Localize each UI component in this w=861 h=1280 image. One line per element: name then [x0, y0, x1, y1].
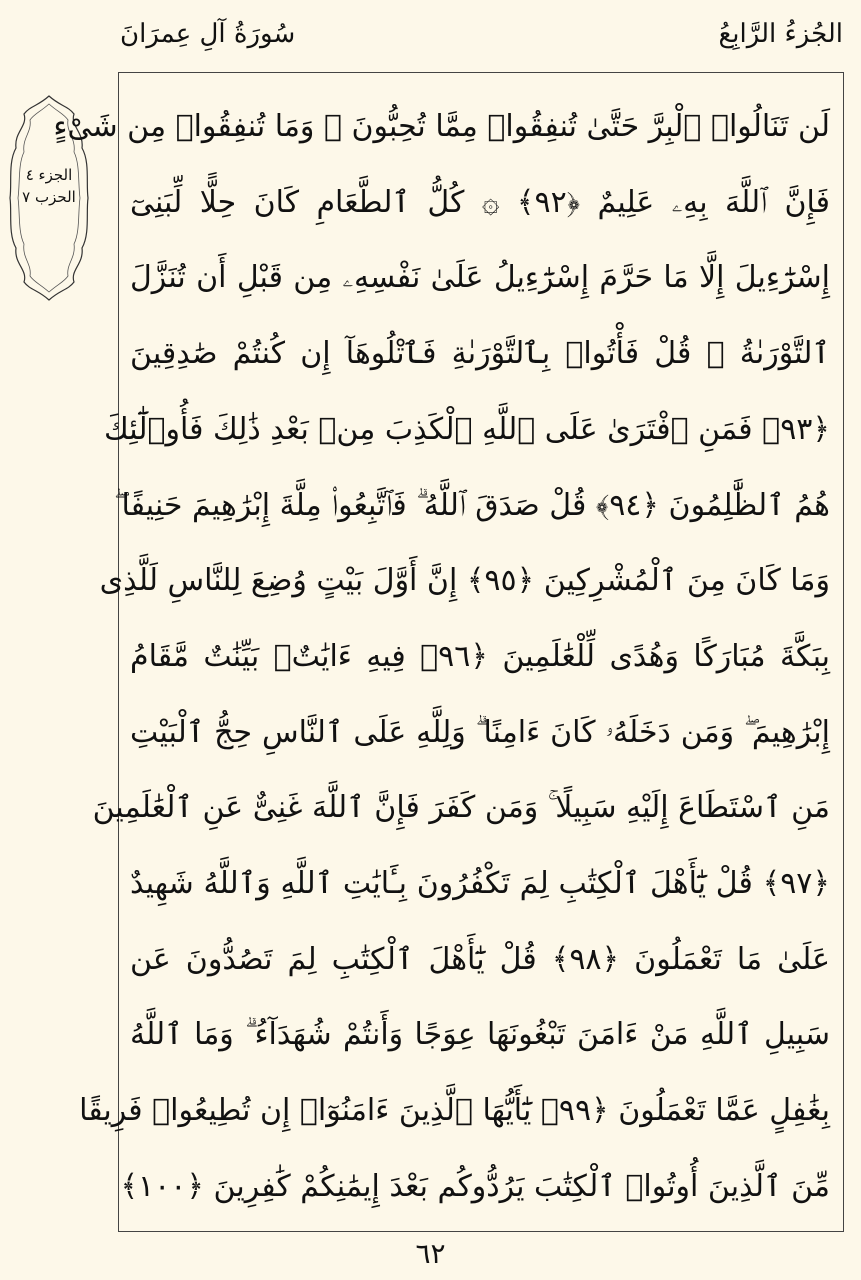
surah-header: سُورَةُ آلِ عِمرَانَ — [120, 19, 296, 49]
text-line-6: هُمُ ٱلظَّٰلِمُونَ ﴿٩٤﴾ قُلْ صَدَقَ ٱللَّهُ ۗ فَٱتَّبِعُوا۟ مِلَّةَ إِبْرَٰهِيمَ حَنِيفًا ۖ — [113, 487, 830, 523]
text-line-2: فَإِنَّ ٱللَّهَ بِهِۦ عَلِيمٌ ﴿٩٢﴾ ۞ كُلُّ ٱلطَّعَامِ كَانَ حِلًّا لِّبَنِىٓ — [130, 184, 830, 220]
text-line-3: إِسْرَٰٓءِيلَ إِلَّا مَا حَرَّمَ إِسْرَٰٓءِيلُ عَلَىٰ نَفْسِهِۦ مِن قَبْلِ أَن تُنَزَّلَ — [130, 260, 830, 296]
text-line-4: ٱلتَّوْرَىٰةُ ۗ قُلْ فَأْتُوا۟ بِٱلتَّوْرَىٰةِ فَٱتْلُوهَآ إِن كُنتُمْ صَٰدِقِينَ — [130, 336, 830, 372]
text-line-1: لَن تَنَالُوا۟ ٱلْبِرَّ حَتَّىٰ تُنفِقُوا۟ مِمَّا تُحِبُّونَ ۚ وَمَا تُنفِقُوا۟ مِن شَىْءٍ — [53, 109, 830, 144]
page-number: ٦٢ — [415, 1237, 446, 1270]
quran-text-body — [53, 92, 830, 1222]
text-line-7: وَمَا كَانَ مِنَ ٱلْمُشْرِكِينَ ﴿٩٥﴾ إِنَّ أَوَّلَ بَيْتٍ وُضِعَ لِلنَّاسِ لَلَّذِى — [99, 563, 830, 599]
text-line-15: مِّنَ ٱلَّذِينَ أُوتُوا۟ ٱلْكِتَٰبَ يَرُدُّوكُم بَعْدَ إِيمَٰنِكُمْ كَٰفِرِينَ ﴿١٠٠﴾ — [120, 1168, 830, 1204]
text-line-12: عَلَىٰ مَا تَعْمَلُونَ ﴿٩٨﴾ قُلْ يَٰٓأَهْلَ ٱلْكِتَٰبِ لِمَ تَصُدُّونَ عَن — [130, 941, 830, 977]
text-line-5: ﴿٩٣﴾ فَمَنِ ٱفْتَرَىٰ عَلَى ٱللَّهِ ٱلْكَذِبَ مِنۢ بَعْدِ ذَٰلِكَ فَأُو۟لَٰٓئِكَ — [104, 411, 830, 447]
juz-header: الجُزءُ الرَّابِعُ — [718, 19, 843, 49]
text-line-10: مَنِ ٱسْتَطَاعَ إِلَيْهِ سَبِيلًا ۚ وَمَن كَفَرَ فَإِنَّ ٱللَّهَ غَنِىٌّ عَنِ ٱلْعَٰلَمِينَ — [92, 790, 830, 826]
text-line-14: بِغَٰفِلٍ عَمَّا تَعْمَلُونَ ﴿٩٩﴾ يَٰٓأَيُّهَا ٱلَّذِينَ ءَامَنُوٓا۟ إِن تُطِيعُوا۟ فَرِيقًا — [79, 1093, 830, 1129]
text-line-9: إِبْرَٰهِيمَ ۖ وَمَن دَخَلَهُۥ كَانَ ءَامِنًا ۗ وَلِلَّهِ عَلَى ٱلنَّاسِ حِجُّ ٱلْبَيْتِ — [130, 714, 830, 750]
text-line-11: ﴿٩٧﴾ قُلْ يَٰٓأَهْلَ ٱلْكِتَٰبِ لِمَ تَكْفُرُونَ بِـَٔايَٰتِ ٱللَّهِ وَٱللَّهُ شَهِيدٌ — [130, 866, 830, 902]
hizb-label: الحزب ٧ — [22, 188, 76, 206]
juz-label: الجزء ٤ — [25, 166, 73, 184]
text-line-8: بِبَكَّةَ مُبَارَكًا وَهُدًى لِّلْعَٰلَمِينَ ﴿٩٦﴾ فِيهِ ءَايَٰتٌۢ بَيِّنَٰتٌ مَّقَامُ — [130, 638, 830, 674]
text-line-13: سَبِيلِ ٱللَّهِ مَنْ ءَامَنَ تَبْغُونَهَا عِوَجًا وَأَنتُمْ شُهَدَآءُ ۗ وَمَا ٱللَّهُ — [130, 1017, 830, 1053]
